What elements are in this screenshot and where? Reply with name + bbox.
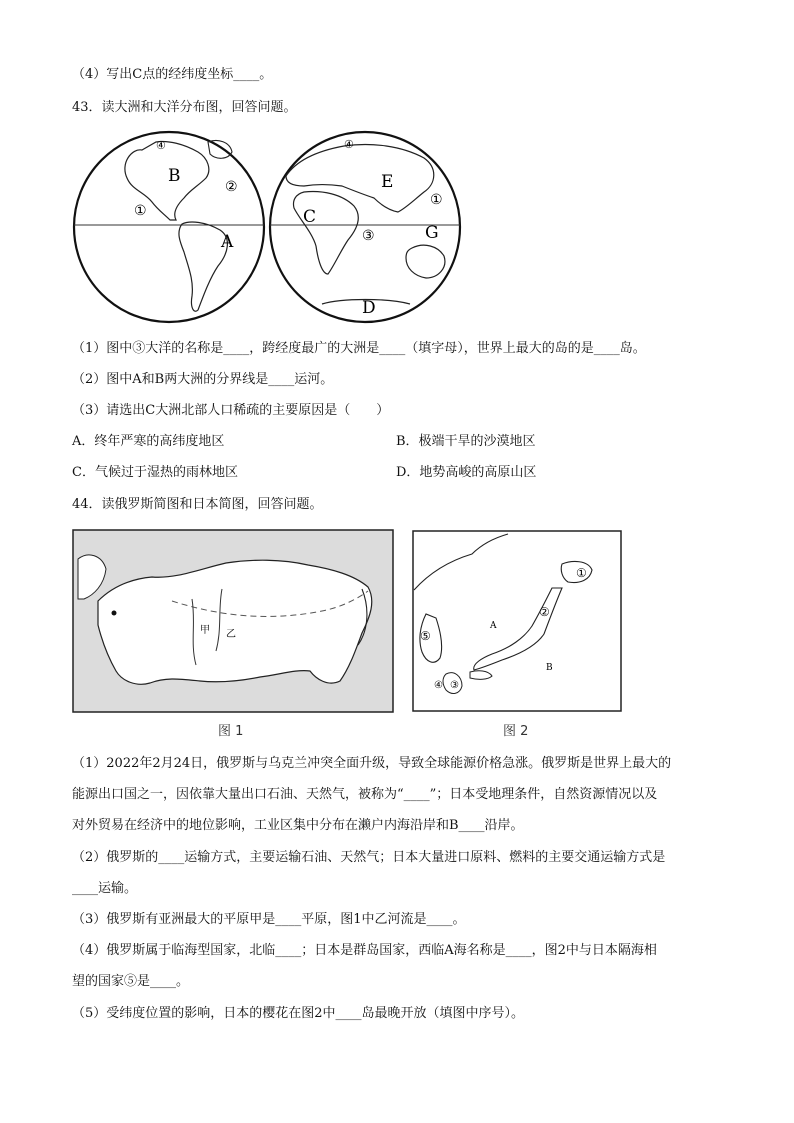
q44-sub1-line1: （1）2022年2月24日，俄罗斯与乌克兰冲突全面升级，导致全球能源价格急涨。俄罗斯是世界上最大的: [72, 756, 672, 771]
fig1-caption: 图 1: [218, 724, 244, 739]
label-island-4: ④: [434, 680, 443, 691]
q44-sub1-line3: 对外贸易在经济中的地位影响，工业区集中分布在濑户内海沿岸和B____沿岸。: [72, 818, 524, 833]
q43-option-c[interactable]: C．气候过于湿热的雨林地区: [72, 465, 238, 480]
label-yi: 乙: [226, 629, 236, 640]
q44-sub2-line1: （2）俄罗斯的____运输方式，主要运输石油、天然气；日本大量进口原料、燃料的主要交通运输方式是: [72, 850, 666, 865]
q43-title: 43．读大洲和大洋分布图，回答问题。: [72, 100, 297, 115]
label-continent-e: E: [381, 172, 394, 192]
q44-title: 44．读俄罗斯简图和日本简图，回答问题。: [72, 497, 323, 512]
label-island-2: ②: [539, 605, 550, 619]
q43-sub3: （3）请选出C大洲北部人口稀疏的主要原因是（ ）: [72, 403, 390, 418]
q43-sub2: （2）图中A和B两大洲的分界线是____运河。: [72, 372, 334, 387]
label-continent-c: C: [303, 207, 317, 227]
label-country-5: ⑤: [420, 629, 431, 643]
western-hemisphere: [74, 132, 264, 322]
q44-sub1-line2: 能源出口国之一，因依靠大量出口石油、天然气，被称为“____”；日本受地理条件，自然资源情况以及: [72, 787, 658, 802]
label-continent-b: B: [168, 166, 181, 186]
q43-option-b[interactable]: B．极端干旱的沙漠地区: [396, 434, 536, 449]
q44-sub4-line2: 望的国家⑤是____。: [72, 974, 190, 989]
q43-sub1: （1）图中③大洋的名称是____，跨经度最广的大洲是____（填字母），世界上最大的岛的是____岛。: [72, 341, 646, 356]
q44-sub2-line2: ____运输。: [72, 881, 138, 896]
russia-map: [72, 529, 394, 713]
label-ocean-pacific-east: ①: [430, 192, 443, 208]
label-jia: 甲: [200, 625, 210, 636]
q44-sub3: （3）俄罗斯有亚洲最大的平原甲是____平原，图1中乙河流是____。: [72, 912, 466, 927]
q44-sub4-line1: （4）俄罗斯属于临海型国家，北临____；日本是群岛国家，西临A海名称是____，图2中与日本隔海相: [72, 943, 657, 958]
fig2-caption: 图 2: [503, 724, 529, 739]
label-ocean-indian: ③: [362, 228, 375, 244]
q43-option-d[interactable]: D．地势高峻的高原山区: [396, 465, 537, 480]
moscow-point: [112, 611, 117, 616]
label-sea-a: A: [490, 621, 497, 631]
label-continent-g: G: [425, 223, 439, 243]
label-continent-a: A: [221, 232, 234, 252]
label-island-1: ①: [576, 566, 587, 580]
russia-landmass: [98, 560, 372, 684]
label-sea-b: B: [546, 663, 553, 673]
label-ocean-atlantic: ②: [225, 179, 238, 195]
label-ocean-arctic-east: ④: [344, 138, 354, 151]
label-ocean-pacific-west: ①: [134, 203, 147, 219]
label-continent-d: D: [362, 298, 376, 318]
label-ocean-arctic-west: ④: [156, 139, 166, 152]
label-island-3: ③: [450, 680, 459, 691]
q44-sub5: （5）受纬度位置的影响，日本的樱花在图2中____岛最晚开放（填图中序号）。: [72, 1006, 525, 1021]
world-hemispheres-map: [72, 128, 464, 326]
q43-option-a[interactable]: A．终年严寒的高纬度地区: [72, 434, 225, 449]
q42-sub4: （4）写出C点的经纬度坐标____。: [72, 67, 273, 82]
japan-map: [412, 530, 622, 712]
